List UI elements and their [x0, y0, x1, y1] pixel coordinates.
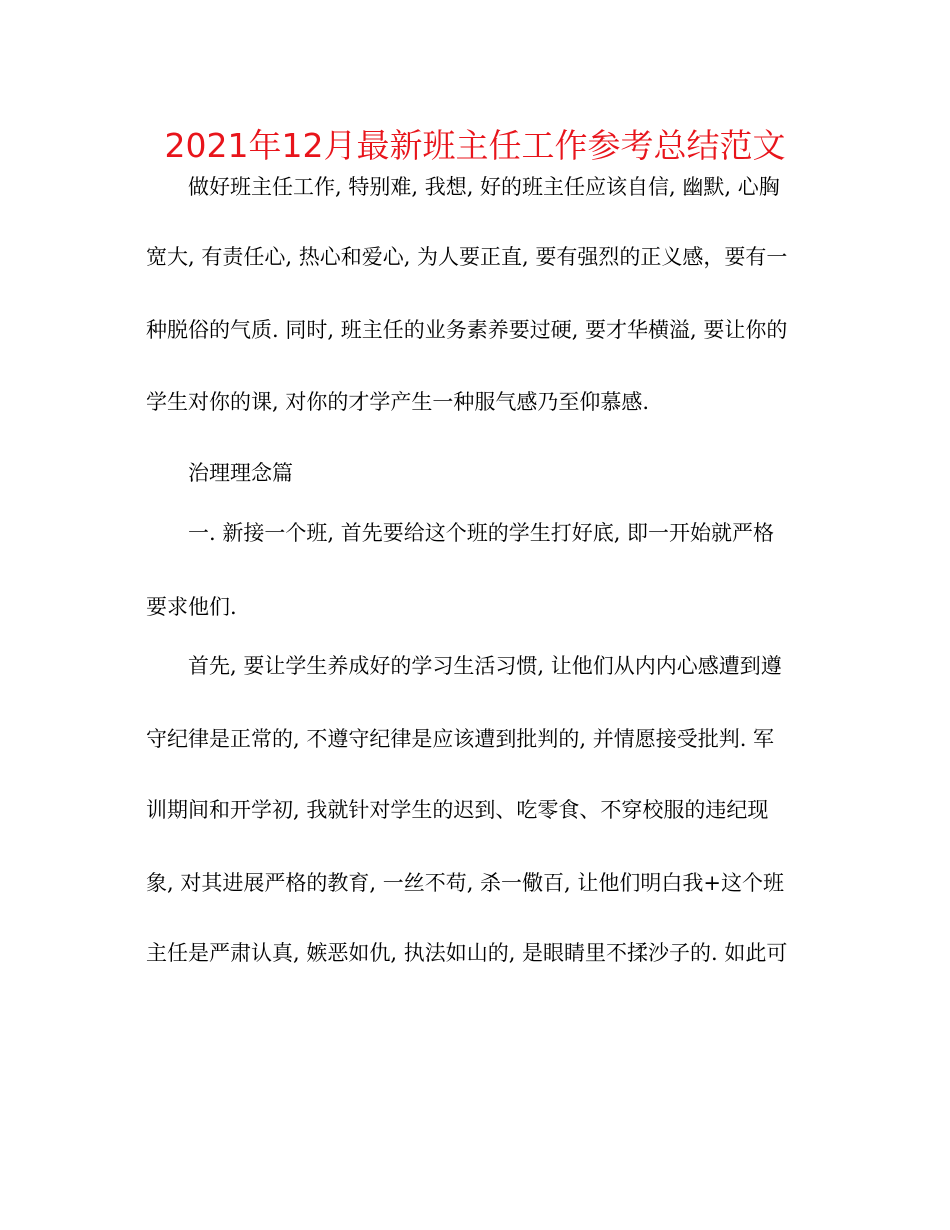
paragraph-line: 主任是严肃认真, 嫉恶如仇, 执法如山的, 是眼睛里不揉沙子的. 如此可: [146, 941, 788, 965]
paragraph-line: 一. 新接一个班, 首先要给这个班的学生打好底, 即一开始就严格: [188, 521, 775, 545]
paragraph-line: 做好班主任工作, 特别难, 我想, 好的班主任应该自信, 幽默, 心胸: [188, 175, 780, 199]
paragraph-line: 训期间和开学初, 我就针对学生的迟到、吃零食、不穿校服的违纪现: [146, 798, 769, 822]
paragraph-line: 种脱俗的气质. 同时, 班主任的业务素养要过硬, 要才华横溢, 要让你的: [146, 318, 788, 342]
paragraph-line: 要求他们.: [146, 595, 237, 619]
paragraph-line: 首先, 要让学生养成好的学习生活习惯, 让他们从内内心感遭到遵: [188, 654, 782, 678]
paragraph-line: 象, 对其进展严格的教育, 一丝不苟, 杀一儆百, 让他们明白我+这个班: [146, 871, 784, 895]
paragraph-line: 守纪律是正常的, 不遵守纪律是应该遭到批判的, 并情愿接受批判. 军: [146, 727, 775, 751]
paragraph-line: 学生对你的课, 对你的才学产生一种服气感乃至仰慕感.: [146, 390, 650, 414]
paragraph-line: 宽大, 有责任心, 热心和爱心, 为人要正直, 要有强烈的正义感，要有一: [146, 245, 788, 269]
document-title: 2021年12月最新班主任工作参考总结范文: [164, 126, 786, 165]
section-heading: 治理理念篇: [188, 461, 293, 485]
